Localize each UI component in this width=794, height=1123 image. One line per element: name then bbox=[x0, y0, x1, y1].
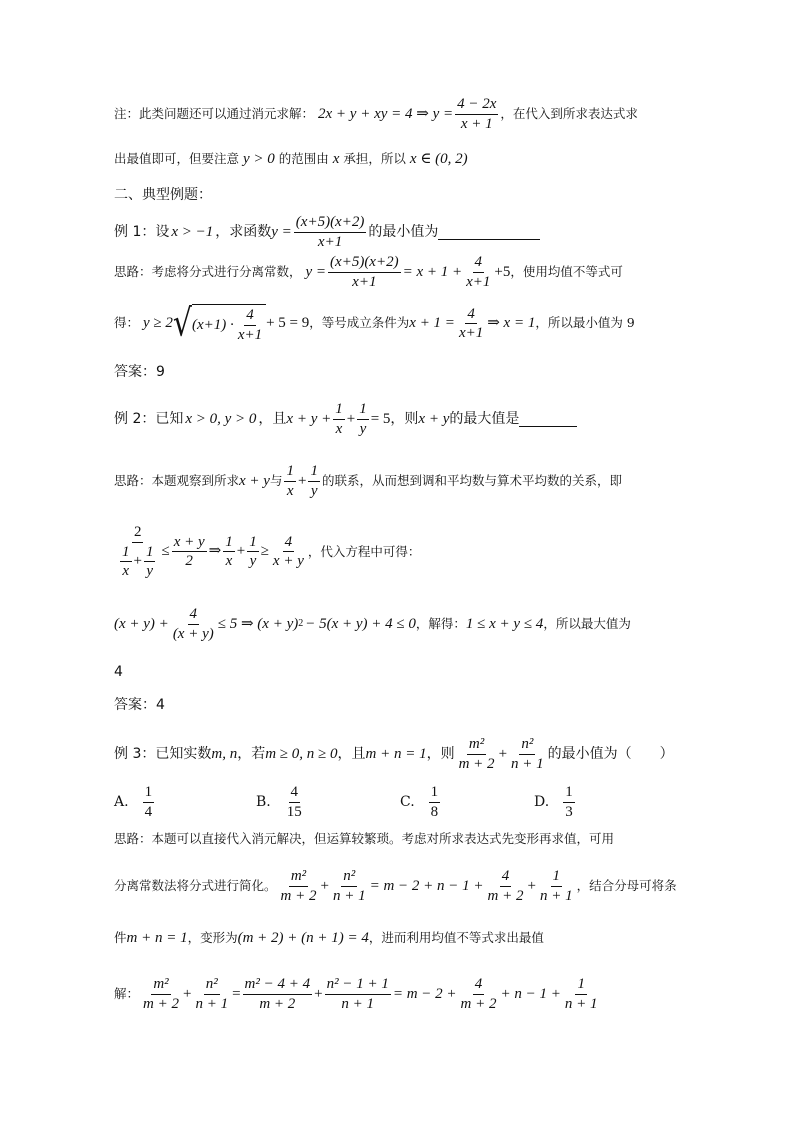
ex1-l3-b: ，等号成立条件为 bbox=[309, 315, 410, 331]
ex3-cond2: m + n = 1 bbox=[365, 745, 427, 762]
ex2-l3-d: ，解得： bbox=[415, 615, 466, 631]
ex3-label: 例 3：已知实数 bbox=[114, 746, 212, 762]
ex2-l2-den: $\frac{1}{x}$ + $\frac{1}{y}$ bbox=[122, 543, 154, 579]
ex3-frac2 bbox=[509, 736, 546, 772]
note-line-2 bbox=[114, 152, 468, 167]
ex3-sol-d6: n + 1 bbox=[564, 995, 598, 1012]
ex2-think1-b: 与 bbox=[269, 472, 283, 488]
ex3-think3-c: m + n = 1 bbox=[126, 930, 188, 946]
ex1-l3-e: ，所以最小值为 9 bbox=[535, 315, 635, 331]
ex2-think-2: 2 $\frac{1}{x}$ + $\frac{1}{y}$ ≤ $\frac{x + y}{2}$ ⇒ $\frac{1}{x}$ + $\frac{1}{y}$ ≥ $\frac{4}{x + y}$ ，代入方程中可得： bbox=[114, 524, 420, 580]
ex1-l3-in1: (x+1) · bbox=[192, 316, 234, 333]
ex3-sol-d4: n + 1 bbox=[341, 995, 375, 1012]
ex3-think2-eq: = m − 2 + n − 1 + bbox=[369, 877, 484, 894]
choice-d-letter: D. bbox=[534, 794, 550, 810]
ex2-think1-frac1 bbox=[284, 463, 296, 499]
ex1-label: 例 1：设 bbox=[114, 224, 170, 240]
ex1-l3-den2: x+1 bbox=[458, 325, 484, 341]
ex3-sol-f1d: m + 2 bbox=[143, 995, 179, 1012]
ex2-l2-num: 2 bbox=[132, 524, 144, 543]
ex3-f1n: m² bbox=[467, 736, 486, 755]
ex2-think1-f2n: 1 bbox=[308, 463, 320, 482]
ex2-l3-sup: 2 bbox=[298, 618, 304, 629]
ex2-f2d: y bbox=[359, 420, 367, 437]
ex2-frac2 bbox=[357, 401, 369, 437]
ex2-think1-frac2 bbox=[308, 463, 320, 499]
choice-b-den: 15 bbox=[286, 803, 302, 820]
ex2-l3-a: (x + y) + bbox=[114, 615, 169, 632]
ex3-t2-f2d: n + 1 bbox=[332, 887, 366, 904]
ex3-f2n: n² bbox=[519, 736, 535, 755]
ex1-answer: 答案：9 bbox=[114, 364, 165, 380]
ex2-l2-in-d2: y bbox=[146, 563, 154, 579]
note-line-1 bbox=[114, 96, 638, 132]
ex3-f2d: n + 1 bbox=[511, 755, 544, 772]
ex1-t-frac2 bbox=[464, 254, 492, 290]
radical-sign-icon: √ bbox=[172, 301, 193, 345]
note-prefix: 注：此类问题还可以通过消元求解： bbox=[114, 105, 315, 121]
note-frac-den: x + 1 bbox=[460, 115, 493, 132]
choice-c-den: 8 bbox=[430, 803, 439, 820]
ex3-sol-n5: 4 bbox=[473, 976, 485, 995]
ex2-l2-f2n: 1 bbox=[247, 534, 259, 553]
ex3-think3-b: ，变形为 bbox=[187, 930, 238, 946]
ex2-l3-b: ≤ 5 ⇒ (x + y) bbox=[217, 615, 299, 632]
ex3-think2-n3: 4 bbox=[500, 868, 512, 887]
ex3-think2-a: 分离常数法将分式进行简化。 bbox=[114, 877, 277, 893]
choice-a-letter: A. bbox=[114, 794, 129, 810]
example-3-question: 例 3：已知实数 m, n ，若 m ≥ 0, n ≥ 0 ，且 m + n = 1 ，则 $\frac{\text{m²}}{m + 2}$ + $\frac{\text{n²}}{n + 1}$ 的最小值为（ ） bbox=[114, 736, 674, 772]
choice-c-num: 1 bbox=[429, 784, 441, 803]
ex1-sqrt bbox=[172, 301, 266, 345]
ex3-vars: m, n bbox=[211, 745, 238, 762]
ex1-think-1 bbox=[114, 254, 623, 290]
ex3-think2-d3: m + 2 bbox=[487, 887, 524, 904]
ex1-fraction bbox=[294, 214, 367, 250]
ex1-l3-den: x+1 bbox=[237, 326, 263, 343]
ex3-think3-a: 件 bbox=[114, 930, 127, 946]
ex3-think3-eq: (m + 2) + (n + 1) = 4 bbox=[237, 930, 369, 946]
ex3-think2-d4: n + 1 bbox=[539, 887, 573, 904]
ex2-target: x + y bbox=[418, 410, 450, 427]
ex2-f1n: 1 bbox=[333, 401, 345, 420]
ex3-think2-n4: 1 bbox=[551, 868, 563, 887]
ex1-t-num2: 4 bbox=[473, 254, 485, 273]
ex2-think1-a: 思路：本题观察到所求 bbox=[114, 472, 240, 488]
ex2-l2-ge: ≥ bbox=[260, 543, 269, 560]
ex1-mid: ，求函数 bbox=[215, 224, 272, 240]
ex1-think-label: 思路：考虑将分式进行分离常数， bbox=[114, 263, 302, 279]
ex2-l2-imp: ⇒ bbox=[208, 543, 222, 560]
choice-d-den: 3 bbox=[565, 803, 573, 820]
ex2-l2-in-n2: 1 bbox=[144, 544, 156, 563]
note-line2-x: x bbox=[332, 151, 340, 167]
ex2-think-1: 思路：本题观察到所求 x + y 与 $\frac{1}{x}$ + $\frac{1}{y}$ 的联系，从而想到调和平均数与算术平均数的关系，即 bbox=[114, 463, 622, 499]
ex2-l2-le: ≤ bbox=[161, 543, 170, 560]
ex1-l3-ineq: y ≥ 2 bbox=[143, 315, 173, 331]
ex3-t2-f1d: m + 2 bbox=[280, 887, 317, 904]
ex1-t-text: ，使用均值不等式可 bbox=[510, 263, 623, 279]
choice-b-frac bbox=[285, 784, 304, 820]
ex1-den: x+1 bbox=[317, 233, 343, 250]
example-1-question bbox=[114, 214, 540, 250]
ex1-l3-d: ⇒ x = 1 bbox=[487, 315, 536, 331]
ex3-think-2: 分离常数法将分式进行简化。 $\frac{\text{m²}}{m + 2}$ + $\frac{\text{n²}}{n + 1}$ = m − 2 + n − 1 + $\frac{4}{m + 2}$ + $\frac{1}{n + 1}$ ，结合分母可将条 bbox=[114, 868, 677, 904]
ex2-l2-frac3 bbox=[223, 534, 235, 570]
ex2-l3-f: ，所以最大值为 bbox=[543, 615, 631, 631]
ex2-f2n: 1 bbox=[357, 401, 369, 420]
ex1-condition: x > −1 bbox=[171, 223, 214, 240]
ex2-think1-f2d: y bbox=[310, 482, 318, 499]
ex2-l3-frac bbox=[171, 606, 216, 642]
note-fraction bbox=[455, 96, 498, 132]
choice-a-num: 1 bbox=[143, 784, 155, 803]
ex2-eq-b: = 5 bbox=[370, 410, 391, 427]
note-frac-num: 4 − 2x bbox=[455, 96, 498, 115]
ex2-l3-num: 4 bbox=[188, 606, 200, 625]
ex2-harmonic-frac bbox=[116, 524, 159, 580]
ex2-l2-frac5 bbox=[271, 534, 306, 570]
ex2-l2-f1n: 1 bbox=[223, 534, 235, 553]
ex3-sol-f2d: n + 1 bbox=[195, 995, 229, 1012]
ex3-c3: ，则 bbox=[426, 746, 455, 762]
ex2-l3-den: (x + y) bbox=[172, 625, 214, 642]
ex1-yeq: y = bbox=[271, 223, 292, 240]
ex1-l3-frac2 bbox=[457, 306, 485, 342]
ex3-sol-n6: 1 bbox=[575, 976, 587, 995]
ex2-tail: ，则 bbox=[390, 411, 419, 427]
choice-a-frac bbox=[143, 784, 155, 820]
ex2-l2-den3: x + y bbox=[272, 553, 304, 570]
ex1-l3-num2: 4 bbox=[465, 306, 477, 325]
ex3-t2-f1n: m² bbox=[289, 868, 308, 887]
ex2-l2-den2: 2 bbox=[185, 553, 193, 570]
ex2-l2-in-d1: x bbox=[122, 563, 130, 579]
ex3-sol-n4: n² − 1 + 1 bbox=[325, 976, 391, 995]
ex2-think1-c: 的联系，从而想到调和平均数与算术平均数的关系，即 bbox=[321, 472, 622, 488]
ex1-l3-frac bbox=[236, 307, 264, 343]
ex3-tail: 的最小值为（ ） bbox=[547, 746, 674, 762]
ex3-sol-mid: + n − 1 + bbox=[500, 985, 561, 1002]
ex3-cond: m ≥ 0, n ≥ 0 bbox=[265, 745, 338, 762]
ex2-think1-f1n: 1 bbox=[284, 463, 296, 482]
ex2-frac1 bbox=[333, 401, 345, 437]
ex2-l2-num3: 4 bbox=[283, 534, 295, 553]
ex2-f1d: x bbox=[335, 420, 343, 437]
ex2-eq-a: x + y + bbox=[286, 410, 332, 427]
note-suffix: ，在代入到所求表达式求 bbox=[500, 105, 638, 121]
ex3-frac1 bbox=[457, 736, 497, 772]
ex1-tail: 的最小值为 bbox=[368, 224, 439, 240]
ex1-l3-a: 得： bbox=[114, 315, 140, 331]
ex2-think1-f1d: x bbox=[286, 482, 294, 499]
ex3-think2-b: ，结合分母可将条 bbox=[576, 877, 677, 893]
ex1-think-2 bbox=[114, 301, 635, 345]
choice-b[interactable] bbox=[256, 784, 306, 820]
ex3-think-1: 思路：本题可以直接代入消元解决，但运算较繁琐。考虑对所求表达式先变形再求值，可用 bbox=[114, 831, 615, 846]
ex2-l3-c: − 5(x + y) + 4 ≤ 0 bbox=[305, 615, 416, 632]
ex2-answer: 答案：4 bbox=[114, 697, 165, 713]
ex2-l2-frac4 bbox=[247, 534, 259, 570]
choice-b-num: 4 bbox=[289, 784, 301, 803]
ex2-condition: x > 0, y > 0 bbox=[185, 410, 257, 427]
ex1-t-den: x+1 bbox=[352, 273, 377, 290]
ex1-l3-eq: + 5 = 9 bbox=[266, 315, 310, 331]
ex3-sol-eq: = m − 2 + bbox=[392, 985, 457, 1002]
note-line2-set: x ∈ (0, 2) bbox=[409, 151, 468, 167]
ex2-tail2: 的最大值是 bbox=[449, 411, 520, 427]
note-equation: 2x + y + xy = 4 ⇒ y = bbox=[318, 105, 454, 122]
ex3-sol-f2n: n² bbox=[204, 976, 220, 995]
note-line2-a: 出最值即可，但要注意 bbox=[114, 151, 240, 166]
ex1-t-yeq: y = bbox=[305, 263, 327, 280]
ex1-t-den2: x+1 bbox=[466, 273, 491, 290]
ex2-l2-f1d: x bbox=[225, 553, 233, 570]
ex2-l2-f2d: y bbox=[249, 553, 257, 570]
ex3-t2-f2n: n² bbox=[341, 868, 357, 887]
choice-c[interactable] bbox=[400, 784, 442, 820]
example-2-question bbox=[114, 401, 577, 437]
ex1-t-tail: +5 bbox=[494, 263, 511, 280]
choice-c-letter: C. bbox=[400, 794, 415, 810]
ex2-l2-num2: x + y bbox=[172, 534, 207, 553]
ex2-label: 例 2：已知 bbox=[114, 411, 184, 427]
note-line2-c: 承担，所以 bbox=[343, 151, 406, 166]
section-title: 二、典型例题： bbox=[114, 187, 212, 203]
ex3-sol-a: 解： bbox=[114, 985, 140, 1001]
note-line2-b: 的范围由 bbox=[278, 151, 329, 166]
ex3-sol-f1n: m² bbox=[151, 976, 170, 995]
ex3-sol-d5: m + 2 bbox=[460, 995, 497, 1012]
choice-c-frac bbox=[429, 784, 441, 820]
ex3-think3-d: ，进而利用均值不等式求出最值 bbox=[368, 930, 544, 946]
ex2-think-4: 4 bbox=[114, 664, 123, 680]
choice-b-letter: B. bbox=[256, 794, 271, 810]
ex3-sol-d3: m + 2 bbox=[259, 995, 296, 1012]
choice-d[interactable] bbox=[534, 784, 577, 820]
ex3-solution: 解： $\frac{\text{m²}}{m + 2}$ + $\frac{\text{n²}}{n + 1}$ = $\frac{\text{m² − 4 + 4}}{m + 2}$ + $\frac{\text{n² − 1 + 1}}{n + 1}$ = m − 2 + $\frac{4}{m + 2}$ + n − 1 + $\frac{1}{n + 1}$ bbox=[114, 976, 598, 1012]
ex3-f1d: m + 2 bbox=[458, 755, 495, 772]
note-line2-cond: y > 0 bbox=[243, 151, 275, 167]
choice-a[interactable] bbox=[114, 784, 156, 820]
ex2-l2-frac2 bbox=[172, 534, 207, 570]
ex1-l3-num: 4 bbox=[244, 307, 256, 326]
ex2-think1-t: x + y bbox=[239, 472, 270, 489]
ex1-t-num: (x+5)(x+2) bbox=[328, 254, 401, 273]
ex2-think-3 bbox=[114, 606, 631, 642]
choice-a-den: 4 bbox=[144, 803, 153, 820]
ex2-l2-text: ，代入方程中可得： bbox=[307, 543, 421, 559]
ex1-t-frac1 bbox=[328, 254, 401, 290]
choice-d-frac bbox=[563, 784, 575, 820]
ex1-l3-c: x + 1 = bbox=[409, 315, 455, 331]
ex3-think-3 bbox=[114, 931, 544, 946]
ex2-mid: ，且 bbox=[258, 411, 287, 427]
ex2-l2-in-n1: 1 bbox=[120, 544, 132, 563]
ex1-num: (x+5)(x+2) bbox=[294, 214, 367, 233]
ex1-answer-blank[interactable] bbox=[438, 225, 540, 240]
ex3-c2: ，且 bbox=[337, 746, 366, 762]
ex3-c1: ，若 bbox=[237, 746, 266, 762]
ex3-sol-n3: m² − 4 + 4 bbox=[243, 976, 313, 995]
ex2-answer-blank[interactable] bbox=[519, 412, 577, 427]
ex2-l3-e: 1 ≤ x + y ≤ 4 bbox=[465, 615, 544, 632]
ex2-plus: + bbox=[346, 410, 356, 427]
ex1-t-eq2: = x + 1 + bbox=[402, 263, 463, 280]
choice-d-num: 1 bbox=[563, 784, 575, 803]
